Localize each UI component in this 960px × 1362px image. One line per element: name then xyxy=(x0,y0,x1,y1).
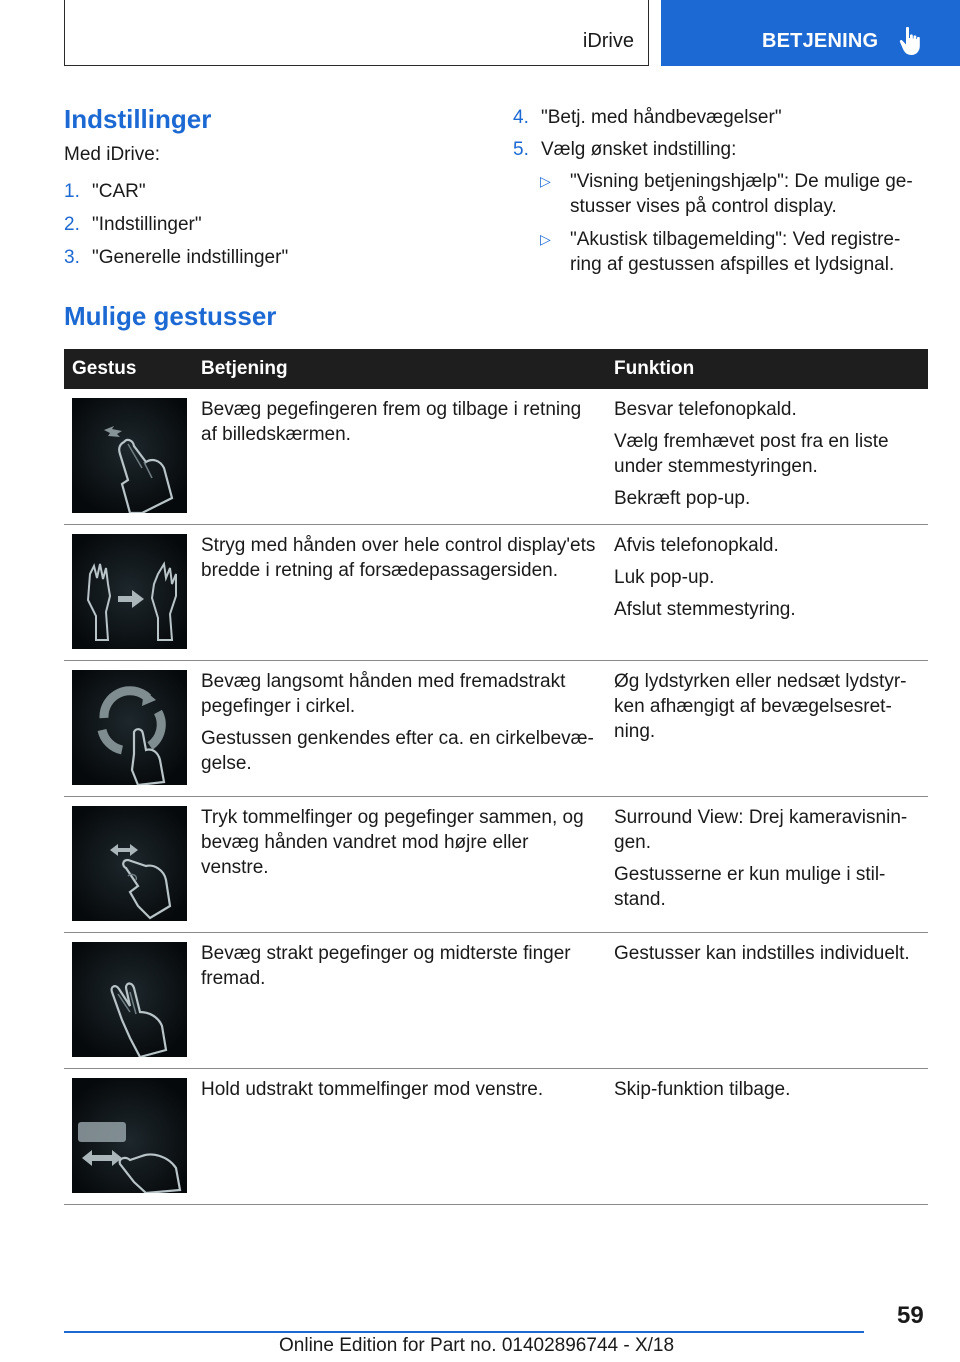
column-header-betjening: Betjening xyxy=(201,358,288,379)
operation-text: Gestussen genkendes efter ca. en cirkelbevæ-gelse. xyxy=(201,728,594,774)
operation-text: Bevæg strakt pegefinger og midterste finger fremad. xyxy=(201,943,571,989)
gestures-table xyxy=(64,349,928,1205)
finger-forward-back-icon xyxy=(72,398,187,513)
two-fingers-forward-icon xyxy=(72,942,187,1057)
footer-edition: Online Edition for Part no. 01402896744 - X/18 xyxy=(279,1335,675,1356)
column-header-gestus: Gestus xyxy=(72,358,137,379)
page-number: 59 xyxy=(897,1302,924,1329)
header-chapter-box xyxy=(64,0,649,66)
settings-intro: Med iDrive: xyxy=(64,144,161,165)
table-row xyxy=(64,933,928,1069)
column-header-funktion: Funktion xyxy=(614,358,695,379)
operation-text: Hold udstrakt tommelfinger mod venstre. xyxy=(201,1079,544,1100)
list-item: 2. "Indstillinger" xyxy=(64,214,202,235)
settings-options xyxy=(513,169,928,277)
settings-steps-left xyxy=(64,179,464,270)
footer-divider xyxy=(64,1331,864,1333)
finger-circle-icon xyxy=(72,670,187,785)
table-row xyxy=(64,1069,928,1205)
hand-swipe-icon xyxy=(72,534,187,649)
list-item: ▷ "Akustisk tilbagemelding": Ved registre- ring af gestussen afspilles et lydsignal. xyxy=(540,229,901,275)
list-item: ▷ "Visning betjeningshjælp": De mulige ge- stusser vises på control display. xyxy=(540,171,913,217)
gestures-title: Mulige gestusser xyxy=(64,301,277,331)
function-text: Surround View: Drej kameravisnin-gen. xyxy=(614,807,908,853)
function-text: Afslut stemmestyring. xyxy=(614,599,796,620)
list-item: 1. "CAR" xyxy=(64,181,146,202)
header-chapter: iDrive xyxy=(582,30,634,52)
list-item: 3. "Generelle indstillinger" xyxy=(64,247,289,268)
function-text: Bekræft pop-up. xyxy=(614,488,751,509)
function-text: Luk pop-up. xyxy=(614,567,715,588)
triangle-bullet-icon: ▷ xyxy=(540,231,551,247)
operation-text: Bevæg pegefingeren frem og tilbage i retning af billedskærmen. xyxy=(201,399,582,445)
triangle-bullet-icon: ▷ xyxy=(540,173,551,189)
pointing-hand-icon xyxy=(897,26,923,56)
table-row xyxy=(64,525,928,661)
settings-title: Indstillinger xyxy=(64,104,212,134)
table-header xyxy=(64,349,928,389)
function-text: Afvis telefonopkald. xyxy=(614,535,779,556)
thumb-left-icon xyxy=(72,1078,187,1193)
header-section: BETJENING xyxy=(762,30,879,52)
pinch-swipe-icon xyxy=(72,806,187,921)
function-text: Gestusser kan indstilles individuelt. xyxy=(614,943,910,964)
operation-text: Stryg med hånden over hele control display'ets bredde i retning af forsædepassagersiden. xyxy=(201,535,596,581)
function-text: Gestusserne er kun mulige i stil-stand. xyxy=(614,864,886,910)
table-row xyxy=(64,389,928,525)
function-text: Vælg fremhævet post fra en liste under stemmestyringen. xyxy=(614,431,889,477)
list-item: 4. "Betj. med håndbevægelser" xyxy=(513,107,782,128)
table-row xyxy=(64,661,928,797)
function-text: Skip-funktion tilbage. xyxy=(614,1079,791,1100)
table-row xyxy=(64,797,928,933)
operation-text: Tryk tommelfinger og pegefinger sammen, og bevæg hånden vandret mod højre eller venstre. xyxy=(201,807,584,878)
function-text: Øg lydstyrken eller nedsæt lydstyr-ken afhængigt af bevægelsesret-ning. xyxy=(614,671,907,742)
function-text: Besvar telefonopkald. xyxy=(614,399,797,420)
list-item: 5. Vælg ønsket indstilling: xyxy=(513,139,737,160)
operation-text: Bevæg langsomt hånden med fremadstrakt pegefinger i cirkel. xyxy=(201,671,566,717)
settings-steps-right xyxy=(513,105,928,162)
header-section-box xyxy=(661,0,960,66)
